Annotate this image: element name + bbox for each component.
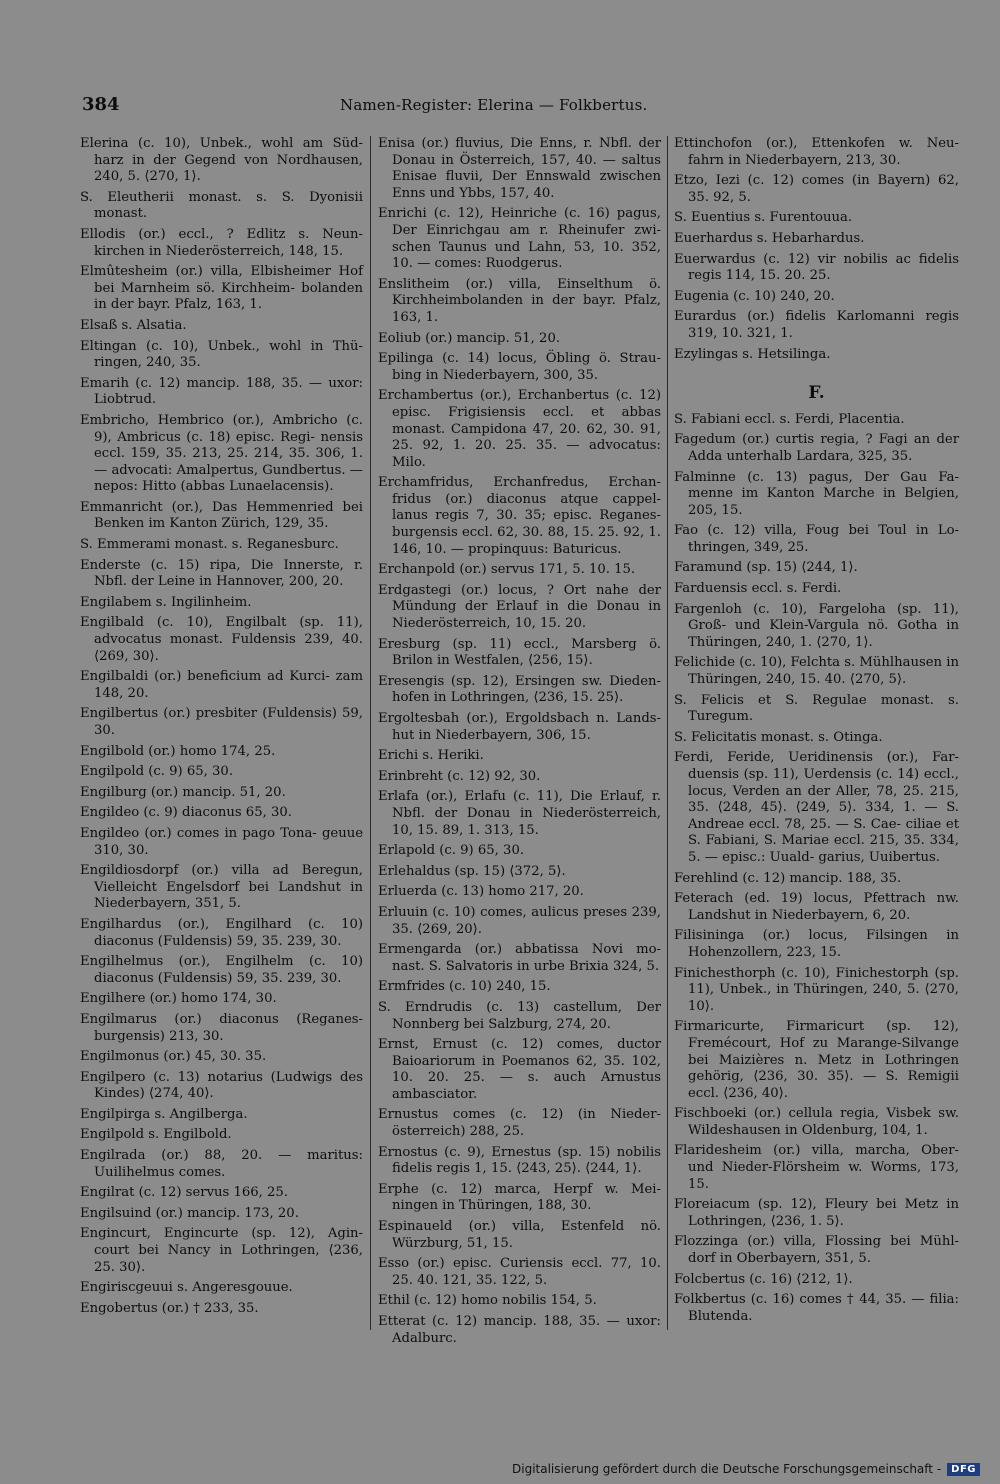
- index-entry: Eurardus (or.) fidelis Karlomanni regis 319, 10. 321, 1.: [674, 309, 959, 341]
- index-entry: Folkbertus (c. 16) comes † 44, 35. — filia: Blutenda.: [674, 1292, 959, 1324]
- index-entry: Ergoltesbah (or.), Ergoldsbach n. Lands- hut in Niederbayern, 306, 15.: [378, 711, 661, 743]
- index-entry: Epilinga (c. 14) locus, Öbling ö. Strau- bing in Niederbayern, 300, 35.: [378, 351, 661, 383]
- index-entry: Euerwardus (c. 12) vir nobilis ac fidelis regis 114, 15. 20. 25.: [674, 251, 959, 284]
- index-entry: Engilpold (c. 9) 65, 30.: [80, 764, 234, 780]
- index-entry: Esso (or.) episc. Curiensis eccl. 77, 10. 25. 40. 121, 35. 122, 5.: [378, 1256, 661, 1288]
- column-divider: [370, 136, 371, 1330]
- index-entry: Fischboeki (or.) cellula regia, Visbek sw. Wildeshausen in Oldenburg, 104, 1.: [674, 1106, 959, 1138]
- index-entry: Enrichi (c. 12), Heinriche (c. 16) pagus, Der Einrichgau am r. Rheinufer zwi- schen Taunus und Lahn, 53, 10. 352, 10. — comes: Ruodgerus.: [378, 206, 661, 272]
- index-entry: Fao (c. 12) villa, Foug bei Toul in Lo- thringen, 349, 25.: [674, 523, 959, 555]
- index-entry: Erchanpold (or.) servus 171, 5. 10. 15.: [378, 562, 636, 578]
- index-entry: Ernst, Ernust (c. 12) comes, ductor Baioariorum in Poemanos 62, 35. 102, 10. 20. 25. — s. auch Arnustus ambasciator.: [378, 1037, 661, 1102]
- index-column-3: [674, 136, 959, 1329]
- index-entry: Erlehaldus (sp. 15) ⟨372, 5⟩.: [378, 863, 566, 879]
- index-entry: Erchamfridus, Erchanfredus, Erchan- fridus (or.) diaconus atque cappel- lanus regis 7, 30. 35; episc. Reganes- burgensis eccl. 62, 30. 88, 15. 25. 92, 1. 146, 10. — propinquus: Baturicus.: [378, 475, 661, 557]
- index-entry: Eltingan (c. 10), Unbek., wohl in Thü- ringen, 240, 35.: [80, 338, 363, 371]
- index-entry: Engilbald (c. 10), Engilbalt (sp. 11), advocatus monast. Fuldensis 239, 40. ⟨269, 30⟩.: [80, 615, 363, 664]
- index-entry: Felichide (c. 10), Felchta s. Mühlhausen in Thüringen, 240, 15. 40. ⟨270, 5⟩.: [674, 655, 959, 688]
- index-entry: Enslitheim (or.) villa, Einselthum ö. Kirchheimbolanden in der bayr. Pfalz, 163, 1.: [378, 276, 661, 325]
- index-entry: Engilrada (or.) 88, 20. — maritus: Uuilihelmus comes.: [80, 1148, 363, 1180]
- footer-text: Digitalisierung gefördert durch die Deutsche Forschungsgemeinschaft -: [512, 1462, 942, 1476]
- index-entry: Engilrat (c. 12) servus 166, 25.: [80, 1185, 288, 1201]
- index-entry: Ernostus (c. 9), Ernestus (sp. 15) nobilis fidelis regis 1, 15. ⟨243, 25⟩. ⟨244, 1⟩.: [378, 1144, 661, 1177]
- index-entry: Engilabem s. Ingilinheim.: [80, 594, 252, 610]
- index-entry: Ermengarda (or.) abbatissa Novi mo- nast. S. Salvatoris in urbe Brixia 324, 5.: [378, 942, 661, 974]
- index-entry: Erlafa (or.), Erlafu (c. 11), Die Erlauf, r. Nbfl. der Donau in Niederösterreich, 10, 15. 89, 1. 313, 15.: [378, 789, 661, 838]
- index-entry: Erdgastegi (or.) locus, ? Ort nahe der Mündung der Erlauf in die Donau in Niederösterreich, 10, 15. 20.: [378, 582, 661, 632]
- index-entry: Engilsuind (or.) mancip. 173, 20.: [80, 1205, 299, 1221]
- index-entry: Engilpirga s. Angilberga.: [80, 1106, 248, 1122]
- index-entry: Erchambertus (or.), Erchanbertus (c. 12) episc. Frigisiensis eccl. et abbas monast. Campidona 47, 20. 62, 30. 91, 25. 92, 1. 20. 25. 35. — advocatus: Milo.: [378, 388, 661, 470]
- index-entry: Folcbertus (c. 16) ⟨212, 1⟩.: [674, 1271, 853, 1287]
- index-entry: Falminne (c. 13) pagus, Der Gau Fa- menne im Kanton Marche in Belgien, 205, 15.: [674, 469, 959, 518]
- index-entry: Enderste (c. 15) ripa, Die Innerste, r. Nbfl. der Leine in Hannover, 200, 20.: [80, 557, 363, 590]
- index-entry: Erluerda (c. 13) homo 217, 20.: [378, 884, 584, 900]
- index-entry: Engilbaldi (or.) beneficium ad Kurci- zam 148, 20.: [80, 669, 363, 701]
- index-entry: Flaridesheim (or.) villa, marcha, Ober- und Nieder-Flörsheim w. Worms, 173, 15.: [674, 1143, 959, 1192]
- index-entry: Engildiosdorpf (or.) villa ad Beregun, Vielleicht Engelsdorf bei Landshut in Niederbayern, 351, 5.: [80, 863, 363, 912]
- index-entry: Engilpero (c. 13) notarius (Ludwigs des Kindes) ⟨274, 40⟩.: [80, 1069, 363, 1102]
- index-entry: Firmaricurte, Firmaricurt (sp. 12), Fremécourt, Hof zu Marange-Silvange bei Maizières n. Metz in Lothringen gehörig, ⟨236, 30. 35⟩. — S. Remigii eccl. ⟨236, 40⟩.: [674, 1019, 959, 1101]
- index-entry: Fagedum (or.) curtis regia, ? Fagi an der Adda unterhalb Lardara, 325, 35.: [674, 432, 959, 464]
- index-entry: Etterat (c. 12) mancip. 188, 35. — uxor: Adalburc.: [378, 1314, 661, 1346]
- index-column-2: [378, 136, 661, 1351]
- index-entry: Ferdi, Feride, Ueridinensis (or.), Far- duensis (sp. 11), Uerdensis (c. 14) eccl., locus, Verden an der Aller, 78, 25. 215, 35. ⟨248, 45⟩. ⟨249, 5⟩. 334, 1. — S. Andreae eccl. 78, 25. — S. Cae- ciliae et S. Fabiani, S. Mariae eccl. 215, 35. 334, 5. — episc.: Uuald- garius, Uuibertus.: [674, 750, 959, 865]
- running-head: Namen-Register: Elerina — Folkbertus.: [340, 96, 648, 114]
- index-entry: Filisininga (or.) locus, Filsingen in Hohenzollern, 223, 15.: [674, 928, 959, 960]
- index-entry: Engilpold s. Engilbold.: [80, 1127, 232, 1143]
- index-entry: Eresengis (sp. 12), Ersingen sw. Dieden- hofen in Lothringen, ⟨236, 15. 25⟩.: [378, 673, 661, 706]
- index-entry: Espinaueld (or.) villa, Estenfeld nö. Würzburg, 51, 15.: [378, 1219, 661, 1251]
- index-entry: Emmanricht (or.), Das Hemmenried bei Benken im Kanton Zürich, 129, 35.: [80, 499, 363, 532]
- index-entry: Emarih (c. 12) mancip. 188, 35. — uxor: Liobtrud.: [80, 375, 363, 408]
- index-entry: Engilbertus (or.) presbiter (Fuldensis) 59, 30.: [80, 706, 363, 738]
- index-entry: Ellodis (or.) eccl., ? Edlitz s. Neun- kirchen in Niederösterreich, 148, 15.: [80, 226, 363, 259]
- index-entry: S. Fabiani eccl. s. Ferdi, Placentia.: [674, 411, 905, 427]
- page-number: 384: [82, 94, 120, 115]
- index-entry: Engilmonus (or.) 45, 30. 35.: [80, 1049, 267, 1065]
- index-entry: Feterach (ed. 19) locus, Pfettrach nw. Landshut in Niederbayern, 6, 20.: [674, 891, 959, 923]
- index-entry: Enisa (or.) fluvius, Die Enns, r. Nbfl. der Donau in Österreich, 157, 40. — saltus Enisae fluvii, Der Ennswald zwischen Enns und Ybbs, 157, 40.: [378, 136, 661, 201]
- dfg-logo-icon: DFG: [947, 1463, 980, 1476]
- index-entry: Flozzinga (or.) villa, Flossing bei Mühl- dorf in Oberbayern, 351, 5.: [674, 1234, 959, 1267]
- index-entry: Erinbreht (c. 12) 92, 30.: [378, 768, 541, 784]
- index-entry: Erphe (c. 12) marca, Herpf w. Mei- ningen in Thüringen, 188, 30.: [378, 1181, 661, 1214]
- index-entry: S. Eleutherii monast. s. S. Dyonisii monast.: [80, 189, 363, 222]
- index-entry: Engilhardus (or.), Engilhard (c. 10) diaconus (Fuldensis) 59, 35. 239, 30.: [80, 916, 363, 949]
- index-entry: Elerina (c. 10), Unbek., wohl am Süd- harz in der Gegend von Nordhausen, 240, 5. ⟨270, 1⟩.: [80, 136, 363, 185]
- index-entry: Embricho, Hembrico (or.), Ambricho (c. 9), Ambricus (c. 18) episc. Regi- nensis eccl. 159, 35. 213, 25. 214, 35. 306, 1. — advocati: Amalpertus, Gundbertus. — nepos: Hitto (abbas Lunaelacensis).: [80, 412, 363, 495]
- index-entry: Ernustus comes (c. 12) (in Nieder- österreich) 288, 25.: [378, 1107, 661, 1140]
- index-entry: Eugenia (c. 10) 240, 20.: [674, 288, 835, 304]
- index-entry: Floreiacum (sp. 12), Fleury bei Metz in Lothringen, ⟨236, 1. 5⟩.: [674, 1197, 959, 1229]
- index-entry: Erlapold (c. 9) 65, 30.: [378, 843, 525, 859]
- index-column-1: [80, 136, 363, 1321]
- index-entry: S. Felicis et S. Regulae monast. s. Turegum.: [674, 692, 959, 725]
- index-entry: Engiriscgeuui s. Angeresgouue.: [80, 1280, 293, 1296]
- index-entry: Ermfrides (c. 10) 240, 15.: [378, 979, 551, 995]
- index-entry: S. Emmerami monast. s. Reganesburc.: [80, 537, 339, 553]
- index-entry: Ferehlind (c. 12) mancip. 188, 35.: [674, 870, 902, 886]
- index-entry: Farduensis eccl. s. Ferdi.: [674, 581, 842, 597]
- index-entry: Engildeo (c. 9) diaconus 65, 30.: [80, 805, 292, 821]
- index-entry: Engildeo (or.) comes in pago Tona- geuue 310, 30.: [80, 825, 363, 858]
- column-divider: [667, 136, 668, 1330]
- index-entry: Fargenloh (c. 10), Fargeloha (sp. 11), Groß- und Klein-Vargula nö. Gotha in Thüringen, 240, 1. ⟨270, 1⟩.: [674, 601, 959, 650]
- footer: [512, 1462, 980, 1476]
- section-letter: F.: [808, 383, 825, 404]
- index-entry: Ezylingas s. Hetsilinga.: [674, 346, 831, 362]
- index-entry: Engilhere (or.) homo 174, 30.: [80, 991, 277, 1007]
- index-entry: Eresburg (sp. 11) eccl., Marsberg ö. Brilon in Westfalen, ⟨256, 15⟩.: [378, 636, 661, 669]
- index-entry: Engincurt, Engincurte (sp. 12), Agin- court bei Nancy in Lothringen, ⟨236, 25. 30⟩.: [80, 1226, 363, 1275]
- index-entry: Ethil (c. 12) homo nobilis 154, 5.: [378, 1293, 597, 1309]
- index-entry: Eoliub (or.) mancip. 51, 20.: [378, 330, 561, 346]
- index-entry: Erichi s. Heriki.: [378, 748, 484, 764]
- index-entry: Etzo, Iezi (c. 12) comes (in Bayern) 62, 35. 92, 5.: [674, 173, 959, 205]
- index-entry: Finichesthorph (c. 10), Finichestorph (sp. 11), Unbek., in Thüringen, 240, 5. ⟨270, 10⟩.: [674, 965, 959, 1014]
- index-entry: Erluuin (c. 10) comes, aulicus preses 239, 35. ⟨269, 20⟩.: [378, 904, 661, 937]
- index-entry: S. Erndrudis (c. 13) castellum, Der Nonnberg bei Salzburg, 274, 20.: [378, 999, 661, 1032]
- index-entry: Engilmarus (or.) diaconus (Reganes- burgensis) 213, 30.: [80, 1011, 363, 1044]
- index-entry: Engilburg (or.) mancip. 51, 20.: [80, 784, 286, 800]
- index-entry: Faramund (sp. 15) ⟨244, 1⟩.: [674, 560, 858, 576]
- index-entry: Elmûtesheim (or.) villa, Elbisheimer Hof bei Marnheim sö. Kirchheim- bolanden in der bayr. Pfalz, 163, 1.: [80, 264, 363, 313]
- index-entry: S. Felicitatis monast. s. Otinga.: [674, 729, 883, 745]
- index-entry: Engilbold (or.) homo 174, 25.: [80, 743, 276, 759]
- index-entry: S. Euentius s. Furentouua.: [674, 210, 853, 226]
- index-entry: Engobertus (or.) † 233, 35.: [80, 1300, 259, 1316]
- index-entry: Engilhelmus (or.), Engilhelm (c. 10) diaconus (Fuldensis) 59, 35. 239, 30.: [80, 954, 363, 986]
- index-entry: Elsaß s. Alsatia.: [80, 317, 187, 333]
- index-entry: Euerhardus s. Hebarhardus.: [674, 230, 865, 246]
- index-entry: Ettinchofon (or.), Ettenkofen w. Neu- fahrn in Niederbayern, 213, 30.: [674, 136, 959, 168]
